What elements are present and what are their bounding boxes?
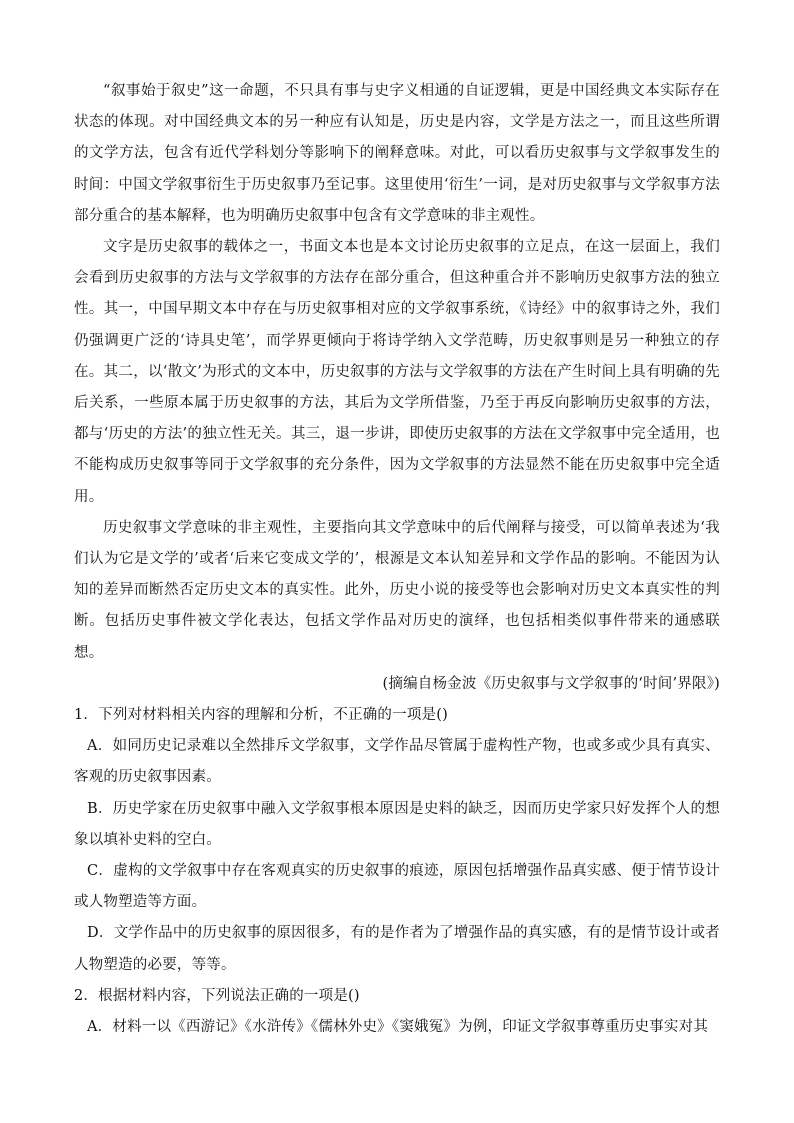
document-content (74, 76, 720, 1043)
question-1-option-a: A．如同历史记录难以全然排斥文学叙事，文学作品尽管属于虚构性产物，也或多或少具有真实、客观的历史叙事因素。 (74, 738, 720, 786)
question-1 (74, 700, 720, 981)
question-1-option-c: C．虚构的文学叙事中存在客观真实的历史叙事的痕迹，原因包括增强作品真实感、便于情节设计或人物塑造等方面。 (74, 863, 720, 911)
question-1-stem: 1．下列对材料相关内容的理解和分析，不正确的一项是() (74, 707, 448, 724)
question-2-option-a: A．材料一以《西游记》《水浒传》《儒林外史》《窦娥冤》为例，印证文学叙事尊重历史事实对其 (87, 1019, 709, 1036)
question-1-option-b: B．历史学家在历史叙事中融入文学叙事根本原因是史料的缺乏，因而历史学家只好发挥个人的想象以填补史料的空白。 (74, 800, 720, 848)
passage-paragraph-3: 历史叙事文学意味的非主观性，主要指向其文学意味中的后代阐释与接受，可以简单表述为‘我们认为它是文学的’或者‘后来它变成文学的’，根源是文本认知差异和文学作品的影响。不能因为认知的差异而断然否定历史文本的真实性。此外，历史小说的接受等也会影响对历史文本真实性的判断。包括历史事件被文学化表达，包括文学作品对历史的演绎，也包括相类似事件带来的通感联想。 (74, 519, 720, 661)
passage-paragraph-1: “叙事始于叙史”这一命题，不只具有事与史字义相通的自证逻辑，更是中国经典文本实际存在状态的体现。对中国经典文本的另一种应有认知是，历史是内容，文学是方法之一，而且这些所谓的文学方法，包含有近代学科划分等影响下的阐释意味。对此，可以看历史叙事与文学叙事发生的时间：中国文学叙事衍生于历史叙事乃至记事。这里使用‘衍生’一词，是对历史叙事与文学叙事方法部分重合的基本解释，也为明确历史叙事中包含有文学意味的非主观性。 (74, 83, 720, 224)
passage-paragraph-2: 文字是历史叙事的载体之一，书面文本也是本文讨论历史叙事的立足点，在这一层面上，我们会看到历史叙事的方法与文学叙事的方法存在部分重合，但这种重合并不影响历史叙事方法的独立性。其一，中国早期文本中存在与历史叙事相对应的文学叙事系统，《诗经》中的叙事诗之外，我们仍强调更广泛的‘诗具史笔’，而学界更倾向于将诗学纳入文学范畴，历史叙事则是另一种独立的存在。其二，以‘散文’为形式的文本中，历史叙事的方法与文学叙事的方法在产生时间上具有明确的先后关系，一些原本属于历史叙事的方法，其后为文学所借鉴，乃至于再反向影响历史叙事的方法，都与‘历史的方法’的独立性无关。其三，退一步讲，即使历史叙事的方法在文学叙事中完全适用，也不能构成历史叙事等同于文学叙事的充分条件，因为文学叙事的方法显然不能在历史叙事中完全适用。 (74, 239, 720, 505)
question-2-stem: 2．根据材料内容，下列说法正确的一项是() (74, 987, 360, 1004)
question-1-option-d: D．文学作品中的历史叙事的原因很多，有的是作者为了增强作品的真实感，有的是情节设计或者人物塑造的必要，等等。 (74, 925, 720, 973)
passage-source: (摘编自杨金波《历史叙事与文学叙事的‘时间’界限》) (382, 675, 720, 692)
question-2 (74, 981, 720, 1043)
reading-passage (74, 76, 720, 700)
